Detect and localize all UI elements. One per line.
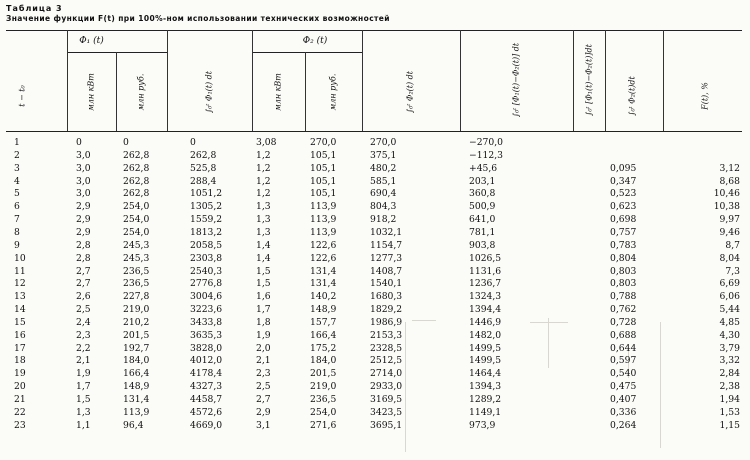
table-cell-f: 918,2 [370, 214, 397, 226]
table-cell-h: 0,788 [610, 291, 637, 303]
table-row [0, 368, 750, 381]
table-cell-g: +45,6 [469, 162, 498, 174]
table-cell-d: 1,3 [256, 214, 271, 226]
table-cell-d: 1,4 [256, 252, 271, 264]
table-cell-a: 1,7 [76, 381, 91, 393]
table-row [0, 317, 750, 330]
table-cell-t: 23 [14, 419, 26, 431]
table-cell-i: 1,94 [719, 394, 740, 405]
table-cell-b: 236,5 [123, 278, 150, 290]
table-cell-t: 10 [14, 252, 26, 264]
header-divider [605, 30, 606, 131]
table-cell-f: 1277,3 [370, 252, 403, 264]
table-cell-g: −270,0 [469, 137, 504, 148]
table-cell-i: 6,06 [719, 291, 740, 303]
table-cell-i: 8,04 [719, 252, 740, 264]
table-cell-t: 13 [14, 291, 26, 303]
table-cell-f: 690,4 [370, 188, 397, 200]
table-cell-h: 0,523 [610, 188, 637, 200]
table-cell-g: 1394,4 [469, 304, 502, 316]
table-cell-e: 131,4 [310, 278, 337, 290]
table-cell-e: 157,7 [310, 316, 337, 328]
table-cell-d: 1,7 [256, 304, 271, 316]
table-cell-e: 271,6 [310, 419, 337, 431]
table-cell-d: 1,8 [256, 316, 271, 328]
table-row [0, 201, 750, 214]
table-row [0, 278, 750, 291]
table-cell-c: 262,8 [190, 149, 217, 161]
table-cell-t: 18 [14, 355, 26, 367]
table-cell-t: 12 [14, 278, 26, 290]
table-cell-b: 254,0 [123, 226, 150, 238]
table-cell-c: 4458,7 [190, 394, 223, 405]
table-cell-e: 254,0 [310, 406, 337, 418]
table-cell-c: 2058,5 [190, 239, 223, 251]
table-cell-c: 4012,0 [190, 355, 223, 367]
table-cell-b: 262,8 [123, 188, 150, 200]
group-header-phi1: Φ₁ (t) [79, 36, 104, 46]
table-cell-g: 641,0 [469, 214, 496, 226]
table-cell-a: 3,0 [76, 175, 91, 187]
table-cell-i: 1,15 [719, 419, 740, 431]
table-row [0, 394, 750, 407]
table-cell-c: 288,4 [190, 175, 217, 187]
table-label: Таблица 3 [6, 4, 63, 13]
table-row [0, 304, 750, 317]
table-cell-c: 1305,2 [190, 201, 223, 213]
table-cell-e: 122,6 [310, 239, 337, 251]
table-cell-t: 7 [14, 214, 20, 226]
table-cell-f: 1829,2 [370, 304, 403, 316]
table-cell-h: 0,757 [610, 226, 637, 238]
table-cell-f: 480,2 [370, 162, 397, 174]
table-row [0, 291, 750, 304]
table-cell-c: 0 [190, 137, 196, 148]
table-row [0, 355, 750, 368]
table-cell-b: 245,3 [123, 252, 150, 264]
table-cell-c: 4669,0 [190, 419, 223, 431]
table-cell-f: 270,0 [370, 137, 397, 148]
table-cell-t: 16 [14, 329, 26, 341]
table-cell-g: 1464,4 [469, 368, 502, 380]
table-cell-i: 10,38 [713, 201, 740, 213]
table-cell-b: 166,4 [123, 368, 150, 380]
table-cell-e: 105,1 [310, 162, 337, 174]
table-row [0, 188, 750, 201]
table-cell-h: 0,540 [610, 368, 637, 380]
table-cell-b: 227,8 [123, 291, 150, 303]
table-cell-d: 3,1 [256, 419, 271, 431]
table-row [0, 330, 750, 343]
table-cell-a: 1,1 [76, 419, 91, 431]
table-cell-b: 96,4 [123, 419, 144, 431]
table-cell-i: 4,85 [719, 316, 740, 328]
header-divider [167, 30, 168, 131]
table-cell-f: 375,1 [370, 149, 397, 161]
table-row [0, 240, 750, 253]
table-cell-c: 3828,0 [190, 342, 223, 354]
table-cell-i: 6,69 [719, 278, 740, 290]
table-cell-b: 219,0 [123, 304, 150, 316]
table-cell-c: 3004,6 [190, 291, 223, 303]
table-cell-i: 3,12 [719, 162, 740, 174]
table-row [0, 253, 750, 266]
table-cell-a: 3,0 [76, 188, 91, 200]
table-cell-e: 113,9 [310, 214, 337, 226]
header-divider [362, 30, 363, 131]
table-cell-b: 262,8 [123, 149, 150, 161]
table-cell-d: 1,2 [256, 188, 271, 200]
table-cell-b: 262,8 [123, 162, 150, 174]
table-cell-b: 184,0 [123, 355, 150, 367]
table-cell-b: 148,9 [123, 381, 150, 393]
table-cell-t: 8 [14, 226, 20, 238]
table-cell-a: 2,7 [76, 265, 91, 277]
table-cell-b: 192,7 [123, 342, 150, 354]
table-cell-e: 148,9 [310, 304, 337, 316]
table-cell-b: 262,8 [123, 175, 150, 187]
table-cell-h: 0,728 [610, 316, 637, 328]
table-cell-t: 6 [14, 201, 20, 213]
table-cell-a: 2,1 [76, 355, 91, 367]
table-cell-i: 2,84 [719, 368, 740, 380]
table-cell-i: 10,46 [713, 188, 740, 200]
table-cell-c: 4178,4 [190, 368, 223, 380]
table-cell-a: 3,0 [76, 149, 91, 161]
table-row [0, 266, 750, 279]
table-cell-f: 3695,1 [370, 419, 403, 431]
table-cell-h: 0,783 [610, 239, 637, 251]
table-cell-t: 11 [14, 265, 26, 277]
table-cell-t: 9 [14, 239, 20, 251]
table-cell-g: 1394,3 [469, 381, 502, 393]
table-cell-e: 105,1 [310, 175, 337, 187]
table-cell-h: 0,623 [610, 201, 637, 213]
table-cell-g: 1324,3 [469, 291, 502, 303]
table-cell-e: 219,0 [310, 381, 337, 393]
table-cell-e: 175,2 [310, 342, 337, 354]
table-cell-g: 203,1 [469, 175, 496, 187]
table-cell-h: 0,597 [610, 355, 637, 367]
table-cell-a: 1,3 [76, 406, 91, 418]
table-cell-t: 20 [14, 381, 26, 393]
table-cell-b: 113,9 [123, 406, 150, 418]
table-cell-h: 0,803 [610, 278, 637, 290]
header-divider [116, 52, 117, 131]
table-cell-f: 1154,7 [370, 239, 403, 251]
table-cell-c: 4327,3 [190, 381, 223, 393]
table-cell-t: 4 [14, 175, 20, 187]
table-cell-c: 2776,8 [190, 278, 223, 290]
table-cell-a: 2,7 [76, 278, 91, 290]
table-cell-c: 1813,2 [190, 226, 223, 238]
table-cell-h: 0,762 [610, 304, 637, 316]
table-cell-b: 245,3 [123, 239, 150, 251]
table-row [0, 407, 750, 420]
table-cell-f: 1408,7 [370, 265, 403, 277]
table-cell-a: 2,8 [76, 252, 91, 264]
table-cell-e: 166,4 [310, 329, 337, 341]
table-cell-c: 2303,8 [190, 252, 223, 264]
table-cell-d: 1,9 [256, 329, 271, 341]
table-cell-h: 0,803 [610, 265, 637, 277]
table-cell-h: 0,347 [610, 175, 637, 187]
table-cell-h: 0,475 [610, 381, 637, 393]
table-cell-t: 17 [14, 342, 26, 354]
table-cell-a: 1,9 [76, 368, 91, 380]
table-cell-g: 1499,5 [469, 342, 502, 354]
table-cell-g: 500,9 [469, 201, 496, 213]
table-cell-b: 236,5 [123, 265, 150, 277]
table-cell-f: 1540,1 [370, 278, 403, 290]
table-cell-g: 1149,1 [469, 406, 502, 418]
table-cell-c: 3433,8 [190, 316, 223, 328]
table-cell-f: 1032,1 [370, 226, 403, 238]
table-cell-d: 2,0 [256, 342, 271, 354]
table-cell-g: 1236,7 [469, 278, 502, 290]
table-cell-a: 2,6 [76, 291, 91, 303]
table-cell-a: 2,4 [76, 316, 91, 328]
table-cell-d: 1,4 [256, 239, 271, 251]
table-cell-f: 3169,5 [370, 394, 403, 405]
table-row [0, 420, 750, 433]
table-cell-f: 3423,5 [370, 406, 403, 418]
table-cell-a: 2,3 [76, 329, 91, 341]
table-row [0, 163, 750, 176]
header-divider [663, 30, 664, 131]
table-cell-i: 2,38 [719, 381, 740, 393]
table-cell-g: 903,8 [469, 239, 496, 251]
table-row [0, 150, 750, 163]
table-cell-d: 2,5 [256, 381, 271, 393]
table-row [0, 227, 750, 240]
table-cell-b: 131,4 [123, 394, 150, 405]
table-cell-i: 4,30 [719, 329, 740, 341]
table-cell-t: 21 [14, 394, 26, 405]
table-cell-a: 2,2 [76, 342, 91, 354]
table-cell-h: 0,264 [610, 419, 637, 431]
table-cell-h: 0,336 [610, 406, 637, 418]
table-row [0, 137, 750, 150]
table-cell-g: 360,8 [469, 188, 496, 200]
table-cell-b: 201,5 [123, 329, 150, 341]
table-cell-g: 1131,6 [469, 265, 502, 277]
table-cell-i: 1,53 [719, 406, 740, 418]
table-cell-e: 270,0 [310, 137, 337, 148]
table-row [0, 214, 750, 227]
table-cell-t: 5 [14, 188, 20, 200]
table-cell-d: 2,1 [256, 355, 271, 367]
table-cell-b: 254,0 [123, 214, 150, 226]
table-cell-d: 3,08 [256, 137, 277, 148]
table-cell-b: 254,0 [123, 201, 150, 213]
table-cell-d: 2,3 [256, 368, 271, 380]
table-cell-g: 1446,9 [469, 316, 502, 328]
table-cell-i: 3,79 [719, 342, 740, 354]
table-cell-i: 5,44 [719, 304, 740, 316]
table-cell-g: 1026,5 [469, 252, 502, 264]
table-title: Значение функции F(t) при 100%-ном использовании технических возможностей [6, 14, 390, 23]
table-cell-f: 2153,3 [370, 329, 403, 341]
table-cell-h: 0,688 [610, 329, 637, 341]
table-cell-d: 1,5 [256, 278, 271, 290]
table-cell-f: 2328,5 [370, 342, 403, 354]
table-cell-a: 2,9 [76, 226, 91, 238]
table-cell-g: 1499,5 [469, 355, 502, 367]
table-cell-e: 113,9 [310, 226, 337, 238]
table-cell-d: 1,3 [256, 226, 271, 238]
table-cell-i: 9,97 [719, 214, 740, 226]
table-cell-c: 3223,6 [190, 304, 223, 316]
table-cell-e: 184,0 [310, 355, 337, 367]
table-cell-i: 3,32 [719, 355, 740, 367]
table-cell-a: 0 [76, 137, 82, 148]
table-cell-a: 2,5 [76, 304, 91, 316]
header-bottom-rule [6, 131, 742, 132]
table-cell-c: 1051,2 [190, 188, 223, 200]
table-row [0, 381, 750, 394]
table-cell-i: 8,7 [725, 239, 740, 251]
table-cell-h: 0,804 [610, 252, 637, 264]
table-cell-c: 525,8 [190, 162, 217, 174]
table-cell-h: 0,407 [610, 394, 637, 405]
table-cell-e: 105,1 [310, 149, 337, 161]
group-rule-phi2 [252, 52, 362, 53]
table-cell-i: 8,68 [719, 175, 740, 187]
table-cell-t: 3 [14, 162, 20, 174]
table-cell-c: 3635,3 [190, 329, 223, 341]
table-cell-g: −112,3 [469, 149, 504, 161]
table-cell-d: 1,5 [256, 265, 271, 277]
table-cell-e: 140,2 [310, 291, 337, 303]
table-cell-e: 105,1 [310, 188, 337, 200]
table-cell-i: 7,3 [725, 265, 740, 277]
table-cell-t: 19 [14, 368, 26, 380]
header-divider [305, 52, 306, 131]
table-cell-g: 1289,2 [469, 394, 502, 405]
table-cell-a: 2,8 [76, 239, 91, 251]
table-cell-t: 1 [14, 137, 20, 148]
table-cell-c: 1559,2 [190, 214, 223, 226]
table-cell-b: 210,2 [123, 316, 150, 328]
table-cell-a: 2,9 [76, 201, 91, 213]
table-cell-h: 0,698 [610, 214, 637, 226]
header-divider [252, 30, 253, 131]
group-rule-phi1 [67, 52, 167, 53]
table-cell-d: 2,7 [256, 394, 271, 405]
table-cell-d: 1,6 [256, 291, 271, 303]
table-row [0, 343, 750, 356]
table-cell-t: 15 [14, 316, 26, 328]
header-divider [460, 30, 461, 131]
table-cell-d: 1,2 [256, 149, 271, 161]
table-cell-a: 2,9 [76, 214, 91, 226]
table-cell-a: 1,5 [76, 394, 91, 405]
table-row [0, 176, 750, 189]
table-cell-f: 585,1 [370, 175, 397, 187]
table-cell-a: 3,0 [76, 162, 91, 174]
table-cell-h: 0,095 [610, 162, 637, 174]
table-cell-d: 1,2 [256, 162, 271, 174]
group-header-phi2: Φ₂ (t) [302, 36, 328, 46]
table-cell-c: 2540,3 [190, 265, 223, 277]
table-cell-f: 2512,5 [370, 355, 403, 367]
header-divider [573, 30, 574, 131]
table-cell-g: 781,1 [469, 226, 496, 238]
table-cell-g: 973,9 [469, 419, 496, 431]
table-cell-t: 14 [14, 304, 26, 316]
table-cell-e: 122,6 [310, 252, 337, 264]
table-cell-t: 2 [14, 149, 20, 161]
table-cell-b: 0 [123, 137, 129, 148]
table-cell-d: 2,9 [256, 406, 271, 418]
table-cell-f: 804,3 [370, 201, 397, 213]
table-cell-d: 1,2 [256, 175, 271, 187]
table-cell-e: 236,5 [310, 394, 337, 405]
table-cell-t: 22 [14, 406, 26, 418]
table-cell-f: 1986,9 [370, 316, 403, 328]
table-cell-g: 1482,0 [469, 329, 502, 341]
table-cell-e: 131,4 [310, 265, 337, 277]
table-cell-f: 2933,0 [370, 381, 403, 393]
table-cell-d: 1,3 [256, 201, 271, 213]
table-cell-f: 2714,0 [370, 368, 403, 380]
table-cell-c: 4572,6 [190, 406, 223, 418]
table-cell-i: 9,46 [719, 226, 740, 238]
table-cell-e: 201,5 [310, 368, 337, 380]
header-top-rule [6, 30, 742, 31]
table-cell-h: 0,644 [610, 342, 637, 354]
table-cell-f: 1680,3 [370, 291, 403, 303]
table-cell-e: 113,9 [310, 201, 337, 213]
